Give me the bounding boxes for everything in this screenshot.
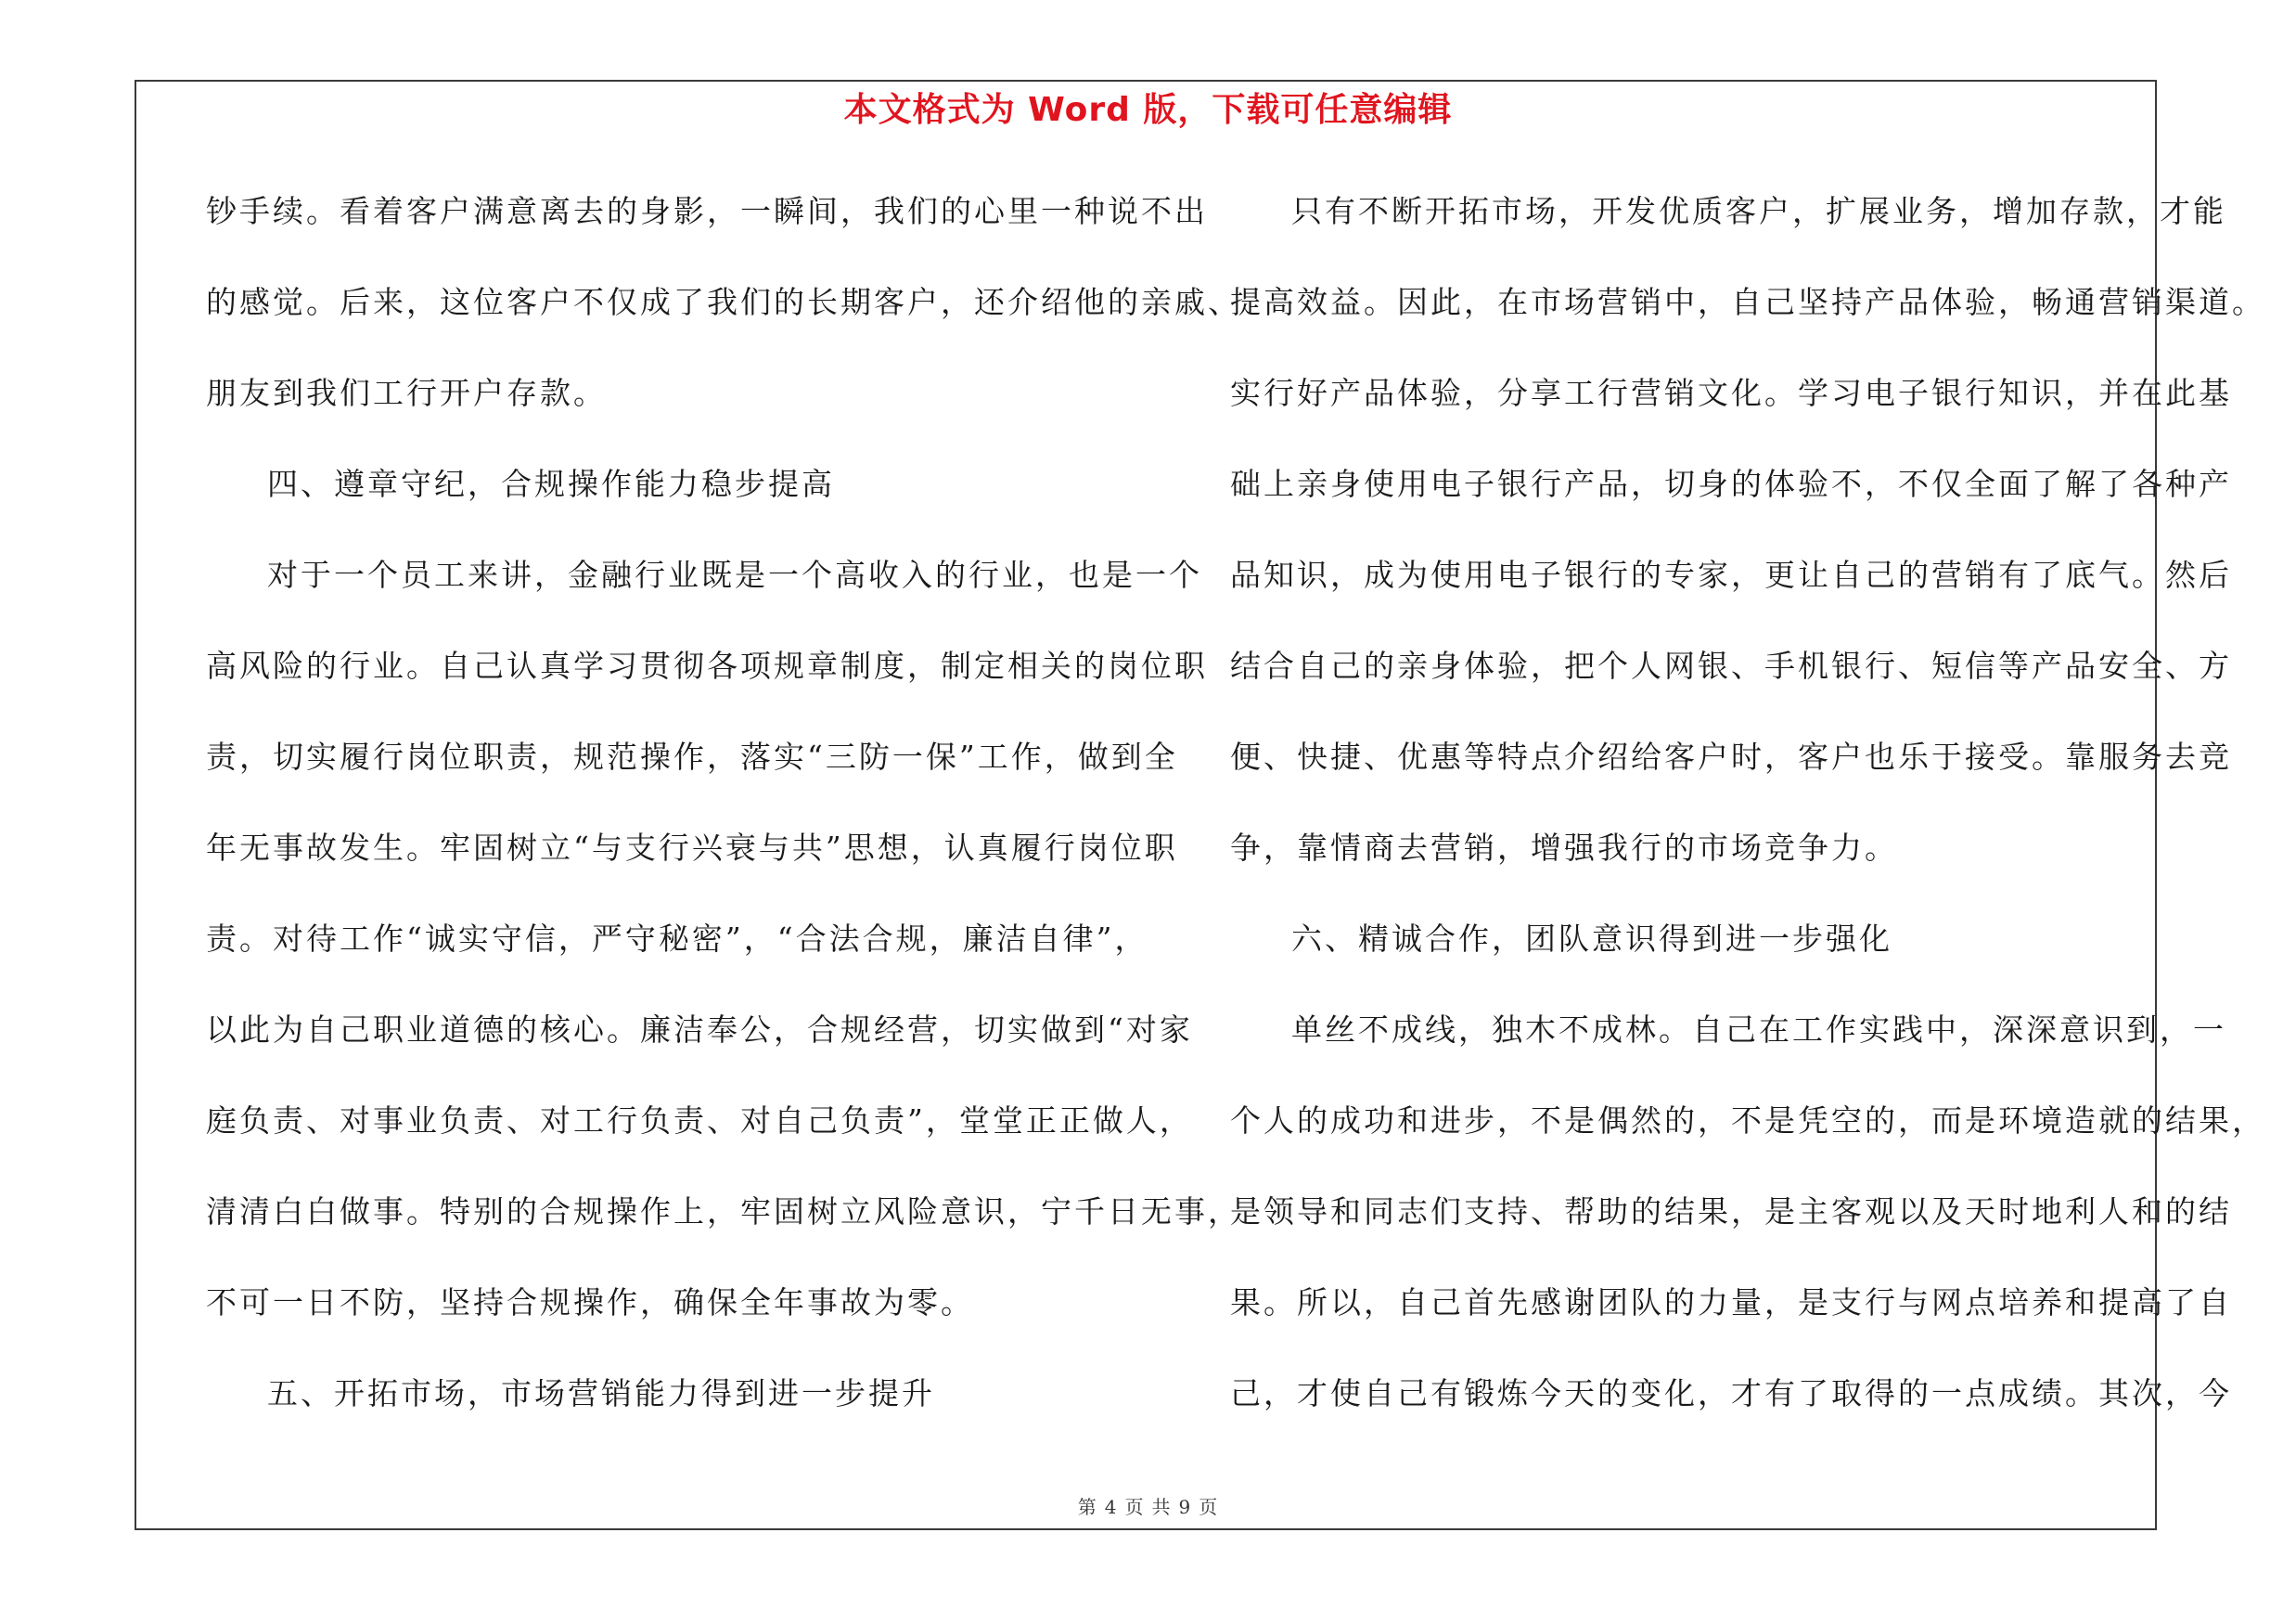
text-line: 争，靠情商去营销，增强我行的市场竞争力。 bbox=[1230, 830, 1898, 866]
text-line: 结合自己的亲身体验，把个人网银、手机银行、短信等产品安全、方 bbox=[1230, 648, 2232, 684]
text-line: 实行好产品体验，分享工行营销文化。学习电子银行知识，并在此基 bbox=[1230, 375, 2232, 411]
text-line: 五、开拓市场，市场营销能力得到进一步提升 bbox=[267, 1375, 935, 1411]
text-line: 责，切实履行岗位职责，规范操作，落实“三防一保”工作，做到全 bbox=[206, 739, 1178, 775]
text-line: 单丝不成线，独木不成林。自己在工作实践中，深深意识到，一 bbox=[1291, 1011, 2226, 1048]
text-line: 是领导和同志们支持、帮助的结果，是主客观以及天时地利人和的结 bbox=[1230, 1193, 2232, 1230]
footer-total-prefix: 共 bbox=[1151, 1496, 1172, 1518]
text-line: 的感觉。后来，这位客户不仅成了我们的长期客户，还介绍他的亲戚、 bbox=[206, 284, 1241, 320]
text-line: 对于一个员工来讲，金融行业既是一个高收入的行业，也是一个 bbox=[267, 557, 1202, 593]
text-line: 年无事故发生。牢固树立“与支行兴衰与共”思想，认真履行岗位职 bbox=[206, 830, 1178, 866]
left-text-column bbox=[206, 182, 1241, 1455]
text-line: 品知识，成为使用电子银行的专家，更让自己的营销有了底气。然后 bbox=[1230, 557, 2232, 593]
text-line: 个人的成功和进步，不是偶然的，不是凭空的，而是环境造就的结果， bbox=[1230, 1102, 2265, 1139]
text-line: 清清白白做事。特别的合规操作上，牢固树立风险意识，宁千日无事， bbox=[206, 1193, 1241, 1230]
text-line: 便、快捷、优惠等特点介绍给客户时，客户也乐于接受。靠服务去竞 bbox=[1230, 739, 2232, 775]
word-format-banner: 本文格式为 Word 版，下载可任意编辑 bbox=[843, 91, 1453, 129]
text-line: 础上亲身使用电子银行产品，切身的体验不，不仅全面了解了各种产 bbox=[1230, 466, 2232, 502]
text-line: 钞手续。看着客户满意离去的身影，一瞬间，我们的心里一种说不出 bbox=[206, 193, 1208, 229]
right-text-column bbox=[1230, 182, 2265, 1455]
text-line: 果。所以，自己首先感谢团队的力量，是支行与网点培养和提高了自 bbox=[1230, 1284, 2232, 1320]
text-line: 庭负责、对事业负责、对工行负责、对自己负责”，堂堂正正做人， bbox=[206, 1102, 1193, 1139]
page-number-footer bbox=[0, 1492, 2296, 1519]
footer-prefix: 第 bbox=[1077, 1496, 1097, 1518]
text-line: 责。对待工作“诚实守信，严守秘密”，“合法合规，廉洁自律”， bbox=[206, 921, 1148, 957]
text-line: 不可一日不防，坚持合规操作，确保全年事故为零。 bbox=[206, 1284, 974, 1320]
text-line: 以此为自己职业道德的核心。廉洁奉公，合规经营，切实做到“对家 bbox=[206, 1011, 1193, 1048]
footer-current-page: 4 bbox=[1104, 1496, 1118, 1518]
text-line: 只有不断开拓市场，开发优质客户，扩展业务，增加存款，才能 bbox=[1291, 193, 2226, 229]
text-line: 提高效益。因此，在市场营销中，自己坚持产品体验，畅通营销渠道。 bbox=[1230, 284, 2265, 320]
footer-suffix: 页 bbox=[1199, 1496, 1219, 1518]
text-line: 己，才使自己有锻炼今天的变化，才有了取得的一点成绩。其次，今 bbox=[1230, 1375, 2232, 1411]
text-line: 朋友到我们工行开户存款。 bbox=[206, 375, 607, 411]
footer-total-pages: 9 bbox=[1178, 1496, 1192, 1518]
footer-page-word: 页 bbox=[1124, 1496, 1145, 1518]
text-line: 四、遵章守纪，合规操作能力稳步提高 bbox=[267, 466, 835, 502]
text-line: 高风险的行业。自己认真学习贯彻各项规章制度，制定相关的岗位职 bbox=[206, 648, 1208, 684]
text-line: 六、精诚合作，团队意识得到进一步强化 bbox=[1291, 921, 1892, 957]
